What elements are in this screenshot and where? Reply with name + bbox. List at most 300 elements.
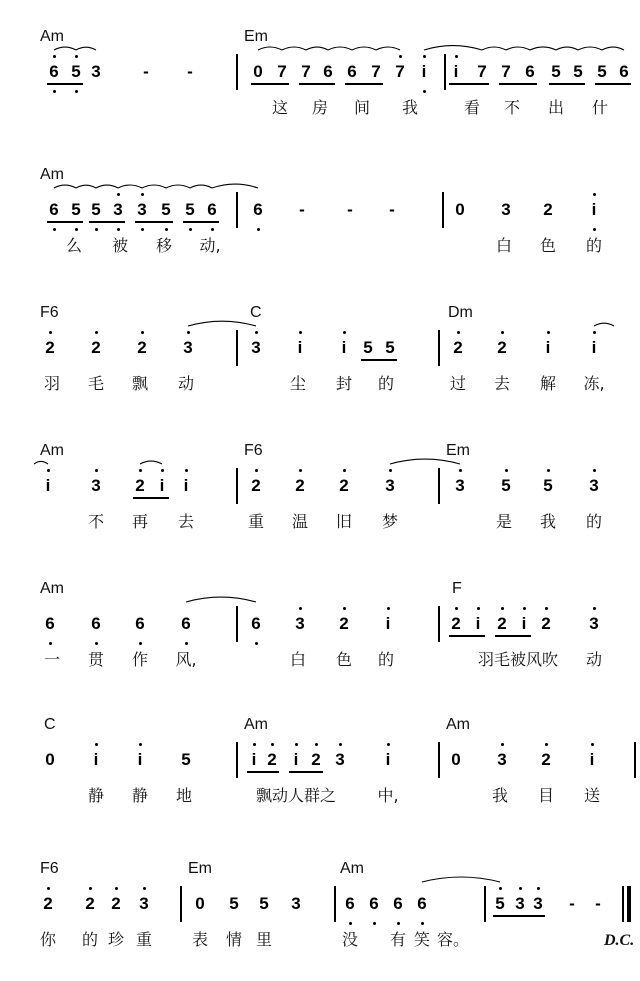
duration-underline (549, 83, 585, 85)
note: 3 (455, 476, 465, 495)
duration-underline (449, 635, 485, 637)
note: 2 (43, 894, 53, 913)
barline (438, 606, 440, 642)
octave-dot (387, 743, 390, 746)
octave-dot (75, 228, 78, 231)
note: 7 (277, 62, 287, 81)
note: 6 (135, 614, 145, 633)
barline (236, 606, 238, 642)
note: 5 (543, 476, 553, 495)
lyric-text: 不 (503, 98, 520, 117)
note: 2 (543, 200, 553, 219)
tie-slur (118, 185, 142, 188)
octave-dot (455, 607, 458, 610)
lyric-text: 白 (495, 236, 512, 255)
note: 6 (345, 894, 355, 913)
octave-dot (477, 607, 480, 610)
lyric-text: 的 (81, 930, 98, 949)
chord-symbol: Am (40, 580, 64, 597)
tie-slur (186, 597, 256, 602)
octave-dot (95, 228, 98, 231)
lyric-text: 间 (353, 98, 370, 117)
octave-dot (141, 331, 144, 334)
octave-dot (161, 469, 164, 472)
lyric-text: 我 (401, 98, 418, 117)
note: 2 (497, 614, 507, 633)
tie-slur (190, 185, 212, 188)
octave-dot (255, 642, 258, 645)
barline (236, 192, 238, 228)
note: i (251, 750, 257, 769)
note: i (93, 750, 99, 769)
tie-slur (506, 47, 530, 50)
note: 5 (259, 894, 269, 913)
tie-slur (556, 47, 578, 50)
note: 7 (301, 62, 311, 81)
note: 5 (161, 200, 171, 219)
note: 6 (91, 614, 101, 633)
octave-dot (185, 469, 188, 472)
barline (444, 54, 446, 90)
note: 3 (137, 200, 147, 219)
octave-dot (47, 469, 50, 472)
note: i (475, 614, 481, 633)
note: 3 (589, 476, 599, 495)
note: - (347, 200, 353, 219)
note: 2 (541, 750, 551, 769)
lyric-text: 冻, (583, 374, 605, 393)
note: i (385, 614, 391, 633)
lyric-text: 的 (377, 374, 394, 393)
note: 0 (455, 200, 465, 219)
barline (180, 886, 182, 922)
barline (236, 742, 238, 778)
octave-dot (49, 642, 52, 645)
lyric-text: 解 (539, 374, 556, 393)
note: 2 (311, 750, 321, 769)
tie-slur (578, 47, 602, 50)
tie-slur (166, 185, 190, 188)
lyric-text: 梦 (381, 512, 398, 531)
tie-slur (424, 46, 482, 50)
barline (484, 886, 486, 922)
lyric-text: 温 (291, 512, 308, 531)
note: 0 (195, 894, 205, 913)
lyric-text: 我 (539, 512, 556, 531)
note: 6 (417, 894, 427, 913)
chord-symbol: Am (40, 166, 64, 183)
octave-dot (75, 90, 78, 93)
lyric-text: 地 (175, 786, 192, 805)
lyric-text: 移 (155, 236, 172, 255)
tie-slur (328, 47, 352, 50)
lyric-text: 没 (341, 930, 358, 949)
note: i (591, 338, 597, 357)
note: 6 (251, 614, 261, 633)
lyric-text: 毛 (87, 374, 104, 393)
lyric-text: 么 (65, 236, 82, 255)
duration-underline (449, 83, 489, 85)
note: 2 (251, 476, 261, 495)
tie-slur (212, 184, 258, 188)
note: 2 (135, 476, 145, 495)
note: 2 (45, 338, 55, 357)
note: 2 (91, 338, 101, 357)
note: 5 (573, 62, 583, 81)
octave-dot (459, 469, 462, 472)
note: i (385, 750, 391, 769)
lyric-text: 贯 (87, 650, 104, 669)
note: 0 (45, 750, 55, 769)
tie-slur (530, 47, 556, 50)
tie-slur (142, 185, 166, 188)
lyric-text: 动, (199, 236, 221, 255)
chord-symbol: Am (40, 28, 64, 45)
tie-slur (140, 461, 162, 464)
lyric-text: 里 (255, 930, 272, 949)
octave-dot (115, 887, 118, 890)
note: 6 (45, 614, 55, 633)
note: 0 (253, 62, 263, 81)
note: 3 (251, 338, 261, 357)
lyric-text: 动 (177, 374, 194, 393)
note: - (595, 894, 601, 913)
octave-dot (211, 228, 214, 231)
lyric-text: 白 (289, 650, 306, 669)
note: 7 (477, 62, 487, 81)
chord-symbol: Am (340, 860, 364, 877)
lyric-text: 飘 (131, 374, 148, 393)
lyric-text: 珍 (107, 930, 124, 949)
octave-dot (165, 228, 168, 231)
lyric-text: 旧 (335, 512, 352, 531)
octave-dot (545, 607, 548, 610)
octave-dot (423, 90, 426, 93)
lyric-text: 出 (547, 98, 564, 117)
octave-dot (95, 743, 98, 746)
note: 6 (49, 200, 59, 219)
lyric-text: 笑 (413, 930, 430, 949)
note: - (569, 894, 575, 913)
tie-slur (188, 321, 256, 326)
octave-dot (339, 743, 342, 746)
octave-dot (501, 331, 504, 334)
lyric-text: 是 (495, 512, 512, 531)
tie-slur (482, 47, 506, 50)
octave-dot (593, 607, 596, 610)
note: i (159, 476, 165, 495)
note: 3 (91, 476, 101, 495)
lyric-text: 中, (377, 786, 399, 805)
octave-dot (501, 743, 504, 746)
lyric-text: 的 (585, 236, 602, 255)
octave-dot (95, 642, 98, 645)
chord-symbol: F6 (40, 860, 59, 877)
octave-dot (139, 743, 142, 746)
lyric-text: 的 (377, 650, 394, 669)
octave-dot (95, 469, 98, 472)
note: 3 (183, 338, 193, 357)
note: i (589, 750, 595, 769)
tie-slur (96, 185, 118, 188)
chord-symbol: Am (244, 716, 268, 733)
octave-dot (189, 228, 192, 231)
note: i (293, 750, 299, 769)
lyric-text: 这 (271, 98, 288, 117)
octave-dot (53, 228, 56, 231)
octave-dot (255, 331, 258, 334)
lyric-text: 的 (585, 512, 602, 531)
octave-dot (89, 887, 92, 890)
chord-symbol: Am (40, 442, 64, 459)
octave-dot (53, 90, 56, 93)
octave-dot (295, 743, 298, 746)
note: i (421, 62, 427, 81)
octave-dot (47, 887, 50, 890)
note: 5 (363, 338, 373, 357)
note: 3 (589, 614, 599, 633)
octave-dot (519, 887, 522, 890)
octave-dot (141, 228, 144, 231)
note: 5 (501, 476, 511, 495)
octave-dot (253, 743, 256, 746)
tie-slur (54, 47, 76, 50)
octave-dot (343, 607, 346, 610)
octave-dot (271, 743, 274, 746)
note: 5 (597, 62, 607, 81)
note: - (299, 200, 305, 219)
lyric-text: 作 (131, 650, 148, 669)
lyric-text: 去 (493, 374, 510, 393)
octave-dot (95, 331, 98, 334)
note: 5 (229, 894, 239, 913)
octave-dot (343, 469, 346, 472)
lyric-text: 静 (87, 786, 104, 805)
octave-dot (397, 922, 400, 925)
note: 3 (91, 62, 101, 81)
chord-symbol: Am (446, 716, 470, 733)
note: i (341, 338, 347, 357)
note: 5 (495, 894, 505, 913)
octave-dot (499, 887, 502, 890)
lyric-text: 色 (335, 650, 352, 669)
note: 2 (453, 338, 463, 357)
octave-dot (457, 331, 460, 334)
lyric-text: 重 (135, 930, 152, 949)
octave-dot (399, 55, 402, 58)
lyric-text: 再 (131, 512, 148, 531)
note: i (591, 200, 597, 219)
note: 5 (385, 338, 395, 357)
lyric-text: 你 (39, 930, 56, 949)
duration-underline (183, 221, 219, 223)
lyric-text: 动 (585, 650, 602, 669)
octave-dot (593, 331, 596, 334)
note: i (521, 614, 527, 633)
note: i (297, 338, 303, 357)
barline (634, 742, 636, 778)
barline (438, 330, 440, 366)
octave-dot (143, 887, 146, 890)
tie-slur (76, 47, 96, 50)
tie-slur (282, 47, 306, 50)
lyric-text: 容。 (437, 930, 470, 949)
duration-underline (595, 83, 631, 85)
duration-underline (89, 221, 125, 223)
note: 6 (369, 894, 379, 913)
note: 6 (181, 614, 191, 633)
lyric-text: 什 (591, 98, 608, 117)
octave-dot (545, 743, 548, 746)
chord-symbol: Em (244, 28, 268, 45)
octave-dot (537, 887, 540, 890)
octave-dot (389, 469, 392, 472)
note: 3 (113, 200, 123, 219)
octave-dot (591, 743, 594, 746)
lyric-text: 我 (491, 786, 508, 805)
tie-slur (306, 47, 328, 50)
octave-dot (421, 922, 424, 925)
duration-underline (47, 83, 83, 85)
octave-dot (523, 607, 526, 610)
lyric-text: 重 (247, 512, 264, 531)
note: 2 (339, 476, 349, 495)
note: 2 (85, 894, 95, 913)
barline (438, 742, 440, 778)
note: 3 (295, 614, 305, 633)
note: 3 (533, 894, 543, 913)
tie-slur (54, 185, 76, 188)
note: - (187, 62, 193, 81)
note: 6 (207, 200, 217, 219)
lyric-text: 表 (191, 930, 208, 949)
note: 3 (139, 894, 149, 913)
octave-dot (349, 922, 352, 925)
octave-dot (387, 607, 390, 610)
note: 6 (347, 62, 357, 81)
octave-dot (455, 55, 458, 58)
chord-symbol: C (250, 304, 262, 321)
note: 2 (339, 614, 349, 633)
barline (438, 468, 440, 504)
octave-dot (501, 607, 504, 610)
note: 2 (541, 614, 551, 633)
chord-symbol: F (452, 580, 462, 597)
lyric-text: 静 (131, 786, 148, 805)
lyric-text: 被 (111, 236, 128, 255)
lyric-text: 羽毛被风吹 (477, 650, 558, 669)
note: 3 (291, 894, 301, 913)
octave-dot (505, 469, 508, 472)
note: - (143, 62, 149, 81)
tie-slur (602, 47, 624, 50)
lyric-text: 送 (583, 786, 600, 805)
note: 3 (385, 476, 395, 495)
note: 2 (295, 476, 305, 495)
lyric-text: 房 (311, 98, 328, 117)
note: 5 (185, 200, 195, 219)
barline (334, 886, 336, 922)
duration-underline (493, 915, 545, 917)
chord-symbol: Em (188, 860, 212, 877)
note: 0 (451, 750, 461, 769)
lyric-text: 风, (175, 650, 197, 669)
lyric-text: 去 (177, 512, 194, 531)
octave-dot (139, 469, 142, 472)
octave-dot (299, 469, 302, 472)
lyric-text: 有 (389, 930, 406, 949)
barline (442, 192, 444, 228)
note: i (137, 750, 143, 769)
octave-dot (373, 922, 376, 925)
note: 5 (551, 62, 561, 81)
octave-dot (299, 331, 302, 334)
duration-underline (133, 497, 169, 499)
chord-symbol: C (44, 716, 56, 733)
lyric-text: 飘动人群之 (255, 786, 336, 805)
octave-dot (117, 193, 120, 196)
octave-dot (423, 55, 426, 58)
note: 6 (253, 200, 263, 219)
note: 6 (393, 894, 403, 913)
duration-underline (251, 83, 289, 85)
lyric-text: 一 (43, 650, 60, 669)
note: 2 (111, 894, 121, 913)
octave-dot (185, 642, 188, 645)
duration-underline (135, 221, 173, 223)
octave-dot (255, 469, 258, 472)
lyric-text: 目 (537, 786, 554, 805)
tie-slur (376, 47, 400, 50)
lyric-text: 看 (463, 98, 480, 117)
barline (236, 468, 238, 504)
octave-dot (53, 55, 56, 58)
note: 2 (497, 338, 507, 357)
tie-slur (34, 461, 48, 464)
lyric-text: 羽 (43, 374, 60, 393)
octave-dot (139, 642, 142, 645)
note: 3 (335, 750, 345, 769)
tie-slur (258, 47, 282, 50)
duration-underline (361, 359, 397, 361)
octave-dot (75, 55, 78, 58)
note: 2 (267, 750, 277, 769)
octave-dot (49, 331, 52, 334)
da-capo-mark: D.C. (604, 932, 635, 949)
note: 7 (395, 62, 405, 81)
octave-dot (593, 193, 596, 196)
note: 3 (515, 894, 525, 913)
tie-slur (76, 185, 96, 188)
octave-dot (547, 469, 550, 472)
note: 6 (619, 62, 629, 81)
lyric-text: 封 (335, 374, 352, 393)
lyric-text: 情 (225, 930, 242, 949)
note: i (453, 62, 459, 81)
octave-dot (117, 228, 120, 231)
barline (622, 886, 624, 922)
barline (627, 886, 631, 922)
duration-underline (247, 771, 279, 773)
octave-dot (593, 228, 596, 231)
tie-slur (422, 877, 500, 882)
tie-slur (352, 47, 376, 50)
octave-dot (547, 331, 550, 334)
note: 7 (371, 62, 381, 81)
duration-underline (495, 635, 531, 637)
note: 2 (451, 614, 461, 633)
duration-underline (499, 83, 537, 85)
